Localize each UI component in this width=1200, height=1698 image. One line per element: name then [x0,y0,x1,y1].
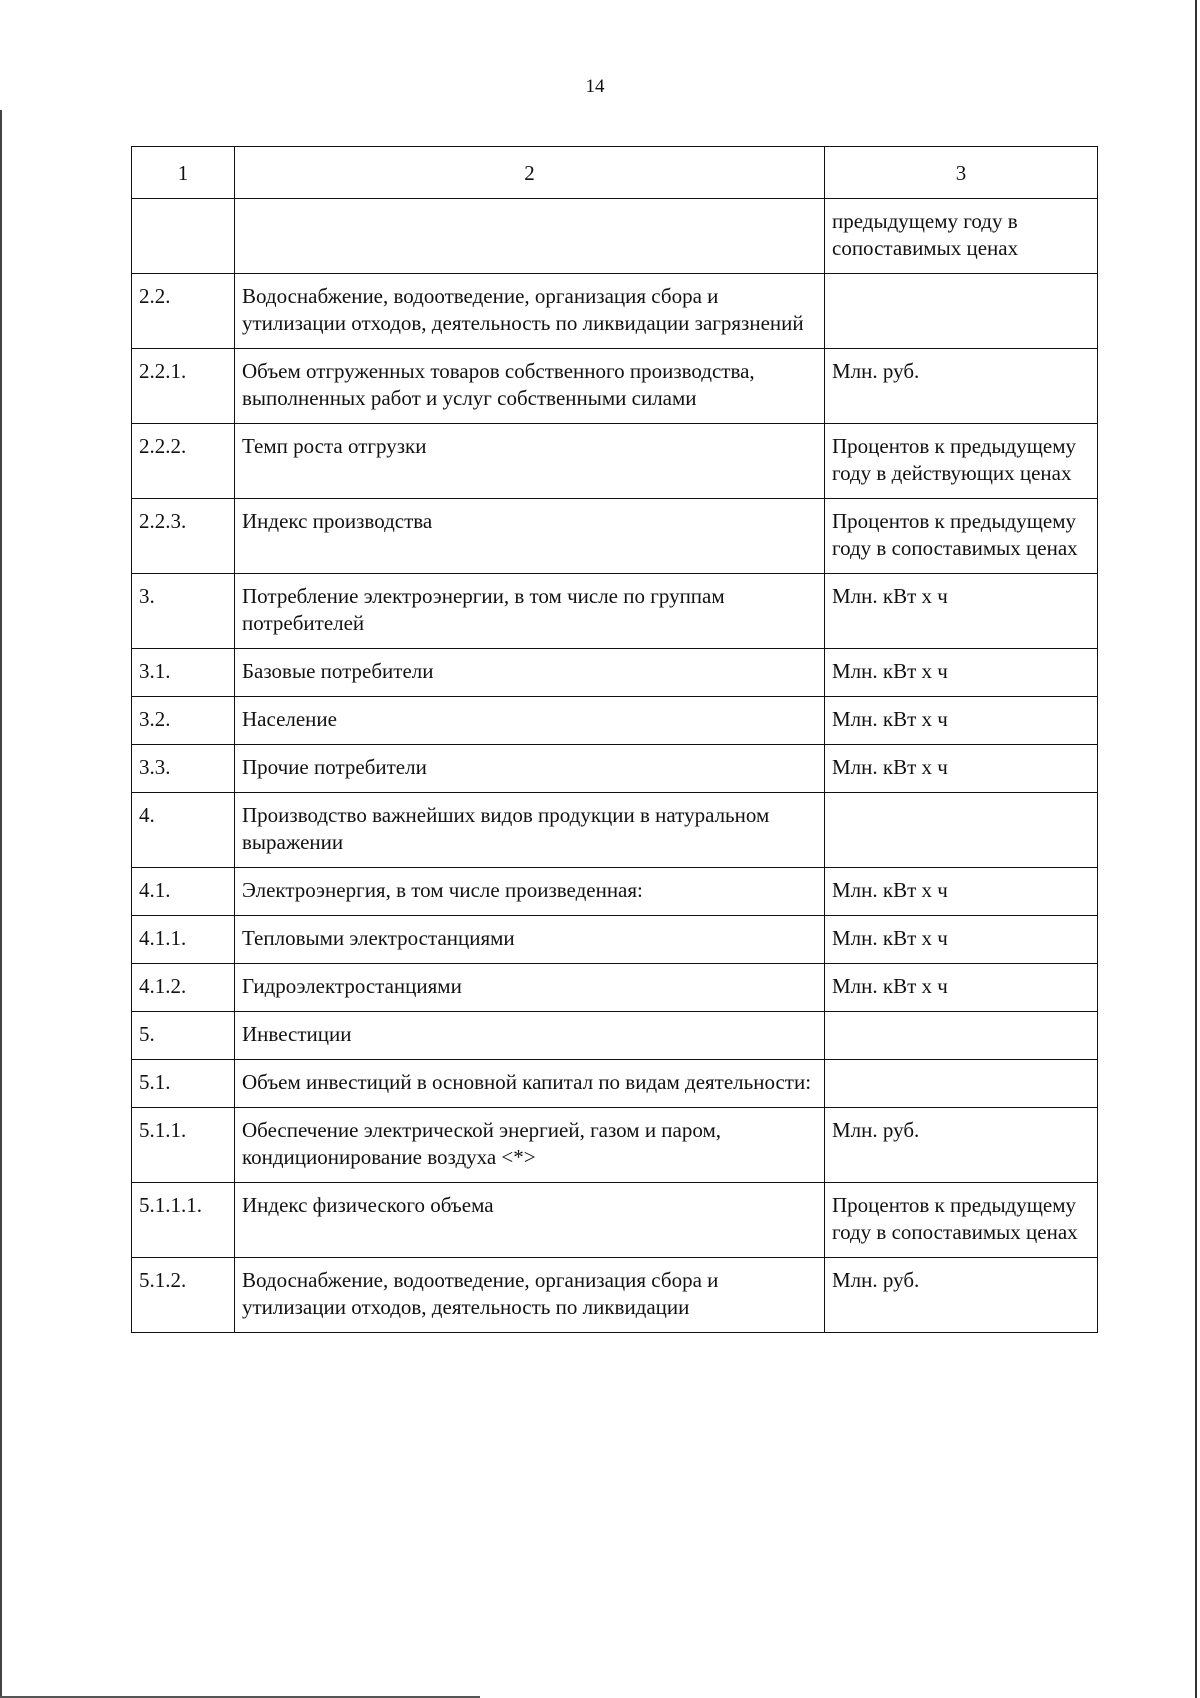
indicator-name [235,199,825,274]
unit-of-measure: Млн. кВт х ч [825,745,1098,793]
indicator-name: Инвестиции [235,1012,825,1060]
row-number: 4.1.1. [132,916,235,964]
unit-of-measure: Млн. кВт х ч [825,697,1098,745]
column-header-2: 2 [235,147,825,199]
unit-of-measure: Млн. руб. [825,349,1098,424]
table-row [132,199,1098,274]
scan-edge-right [1195,0,1197,1698]
row-number: 3.2. [132,697,235,745]
unit-of-measure: Млн. кВт х ч [825,964,1098,1012]
indicator-name: Водоснабжение, водоотведение, организация сбора и утилизации отходов, деятельность по ликвидации [235,1258,825,1333]
table-row [132,424,1098,499]
indicator-name: Индекс производства [235,499,825,574]
page-number: 14 [585,76,605,97]
indicator-name: Объем отгруженных товаров собственного производства, выполненных работ и услуг собственными силами [235,349,825,424]
row-number: 5.1.1. [132,1108,235,1183]
table-row [132,274,1098,349]
scan-edge-left [0,110,2,1698]
unit-of-measure: Млн. кВт х ч [825,916,1098,964]
table-row [132,793,1098,868]
table-row [132,745,1098,793]
table-row [132,1258,1098,1333]
row-number: 5.1.2. [132,1258,235,1333]
row-number: 3.3. [132,745,235,793]
indicator-name: Индекс физического объема [235,1183,825,1258]
unit-of-measure: Млн. руб. [825,1108,1098,1183]
table-header [132,147,1098,199]
indicator-name: Водоснабжение, водоотведение, организация сбора и утилизации отходов, деятельность по ликвидации загрязнений [235,274,825,349]
column-header-3: 3 [825,147,1098,199]
table-row [132,916,1098,964]
indicator-name: Темп роста отгрузки [235,424,825,499]
table-header-row [132,147,1098,199]
indicators-table [131,146,1098,1333]
row-number: 4.1.2. [132,964,235,1012]
table-row [132,349,1098,424]
table-row [132,1012,1098,1060]
indicator-name: Гидроэлектростанциями [235,964,825,1012]
table-row [132,964,1098,1012]
row-number: 5.1. [132,1060,235,1108]
indicator-name: Потребление электроэнергии, в том числе по группам потребителей [235,574,825,649]
row-number: 4. [132,793,235,868]
indicator-name: Производство важнейших видов продукции в натуральном выражении [235,793,825,868]
row-number: 4.1. [132,868,235,916]
table-row [132,649,1098,697]
table-row [132,574,1098,649]
indicator-name: Население [235,697,825,745]
unit-of-measure: Млн. кВт х ч [825,574,1098,649]
row-number: 2.2.1. [132,349,235,424]
row-number [132,199,235,274]
column-header-1: 1 [132,147,235,199]
unit-of-measure [825,1060,1098,1108]
row-number: 3. [132,574,235,649]
row-number: 5. [132,1012,235,1060]
indicator-name: Обеспечение электрической энергией, газом и паром, кондиционирование воздуха <*> [235,1108,825,1183]
unit-of-measure: Процентов к предыдущему году в действующих ценах [825,424,1098,499]
table-row [132,1108,1098,1183]
indicator-name: Тепловыми электростанциями [235,916,825,964]
unit-of-measure: Процентов к предыдущему году в сопоставимых ценах [825,1183,1098,1258]
unit-of-measure: Процентов к предыдущему году в сопоставимых ценах [825,499,1098,574]
unit-of-measure [825,1012,1098,1060]
row-number: 2.2.3. [132,499,235,574]
table-row [132,1060,1098,1108]
table-row [132,868,1098,916]
table-row [132,697,1098,745]
unit-of-measure: Млн. кВт х ч [825,868,1098,916]
indicator-name: Электроэнергия, в том числе произведенная: [235,868,825,916]
unit-of-measure [825,274,1098,349]
table-row [132,1183,1098,1258]
table-body [132,199,1098,1333]
unit-of-measure: предыдущему году в сопоставимых ценах [825,199,1098,274]
unit-of-measure: Млн. кВт х ч [825,649,1098,697]
unit-of-measure: Млн. руб. [825,1258,1098,1333]
row-number: 2.2. [132,274,235,349]
table-row [132,499,1098,574]
unit-of-measure [825,793,1098,868]
row-number: 5.1.1.1. [132,1183,235,1258]
indicator-name: Базовые потребители [235,649,825,697]
indicator-name: Прочие потребители [235,745,825,793]
indicator-name: Объем инвестиций в основной капитал по видам деятельности: [235,1060,825,1108]
row-number: 3.1. [132,649,235,697]
row-number: 2.2.2. [132,424,235,499]
